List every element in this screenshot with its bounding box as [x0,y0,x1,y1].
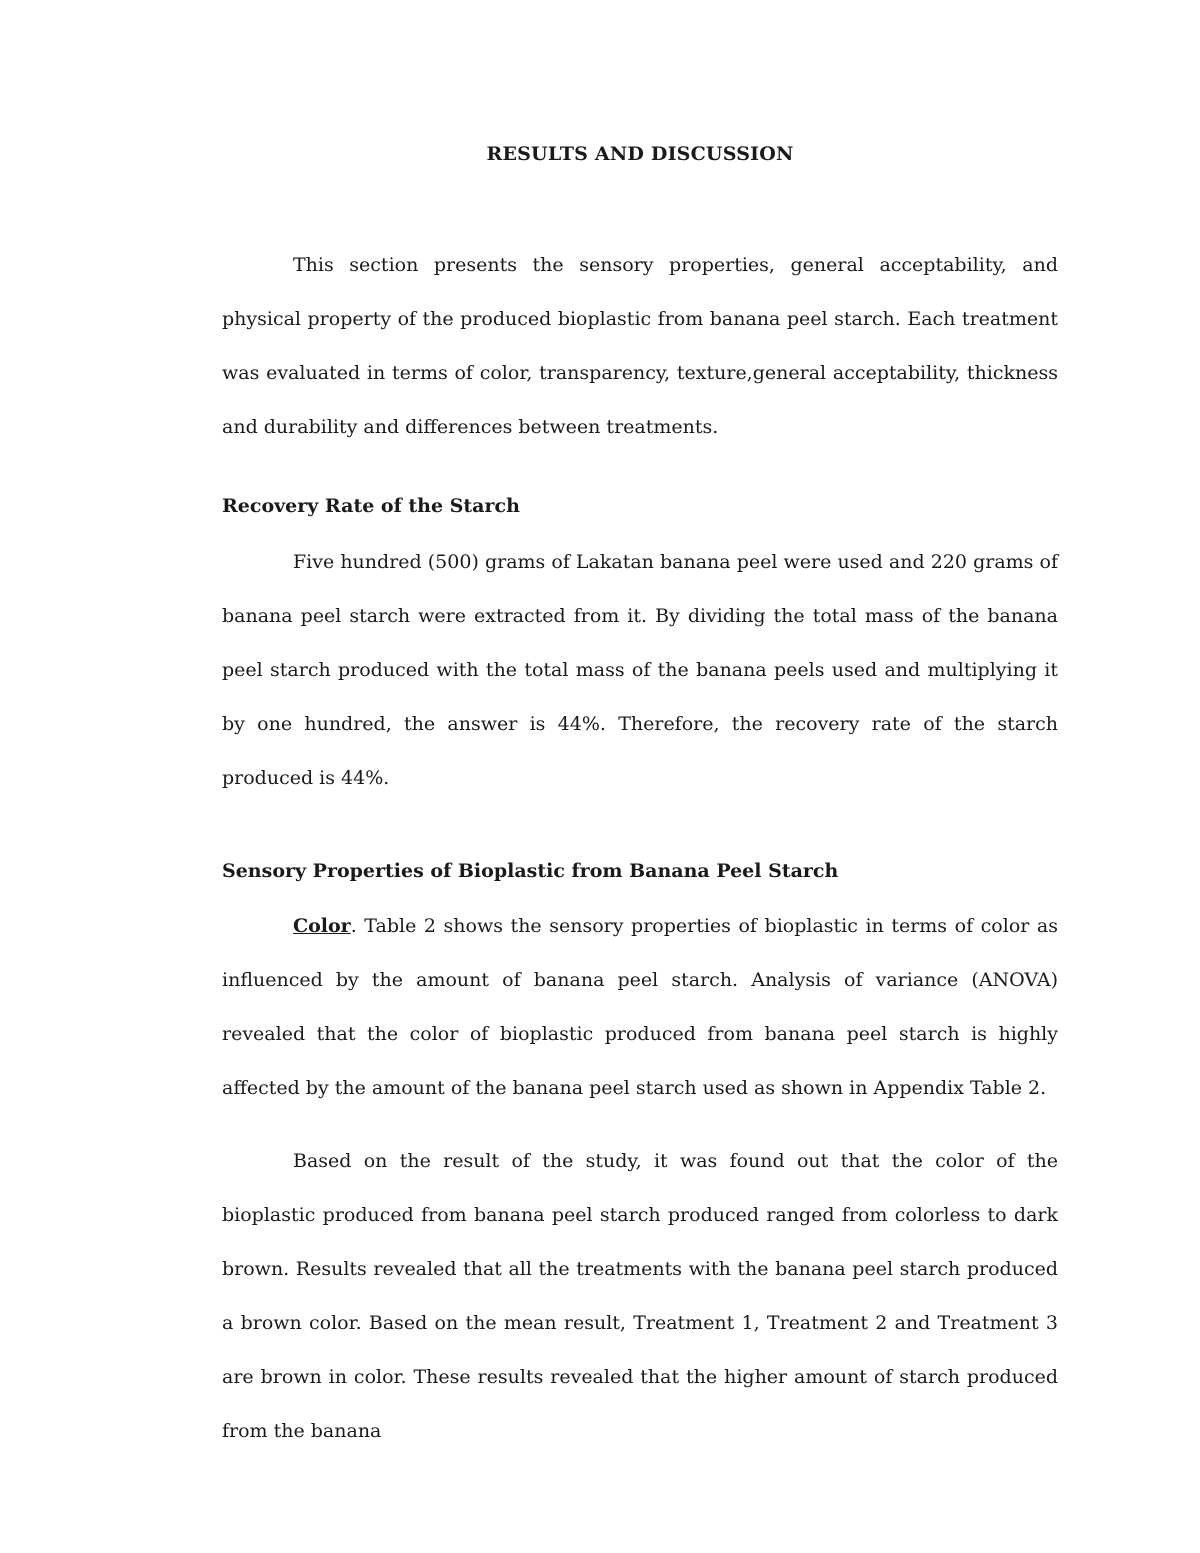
recovery-rate-paragraph: Five hundred (500) grams of Lakatan banana peel were used and 220 grams of banana peel starch were extracted from it. By dividing the total mass of the banana peel starch produced with the total mass of the banana peels used and multiplying it by one hundred, the answer is 44%. Therefore, the recovery rate of the starch produced is 44%. [222,551,1058,789]
section-heading-recovery-rate: Recovery Rate of the Starch [222,495,520,517]
color-paragraph [222,899,1058,1115]
page-title: RESULTS AND DISCUSSION [486,143,794,165]
color-subheading: Color [293,915,351,937]
color-result-paragraph: Based on the result of the study, it was found out that the color of the bioplastic produced from banana peel starch produced ranged from colorless to dark brown. Results revealed that all the treatments with the banana peel starch produced a brown color. Based on the mean result, Treatment 1, Treatment 2 and Treatment 3 are brown in color. These results revealed that the higher amount of starch produced from the banana [222,1150,1058,1442]
intro-paragraph: This section presents the sensory properties, general acceptability, and physical property of the produced bioplastic from banana peel starch. Each treatment was evaluated in terms of color, transparency, texture,general acceptability, thickness and durability and differences between treatments. [222,254,1058,438]
color-paragraph-text: . Table 2 shows the sensory properties of bioplastic in terms of color as influenced by the amount of banana peel starch. Analysis of variance (ANOVA) revealed that the color of bioplastic produced from banana peel starch is highly affected by the amount of the banana peel starch used as shown in Appendix Table 2. [222,915,1058,1099]
section-heading-sensory-properties: Sensory Properties of Bioplastic from Banana Peel Starch [222,860,839,882]
